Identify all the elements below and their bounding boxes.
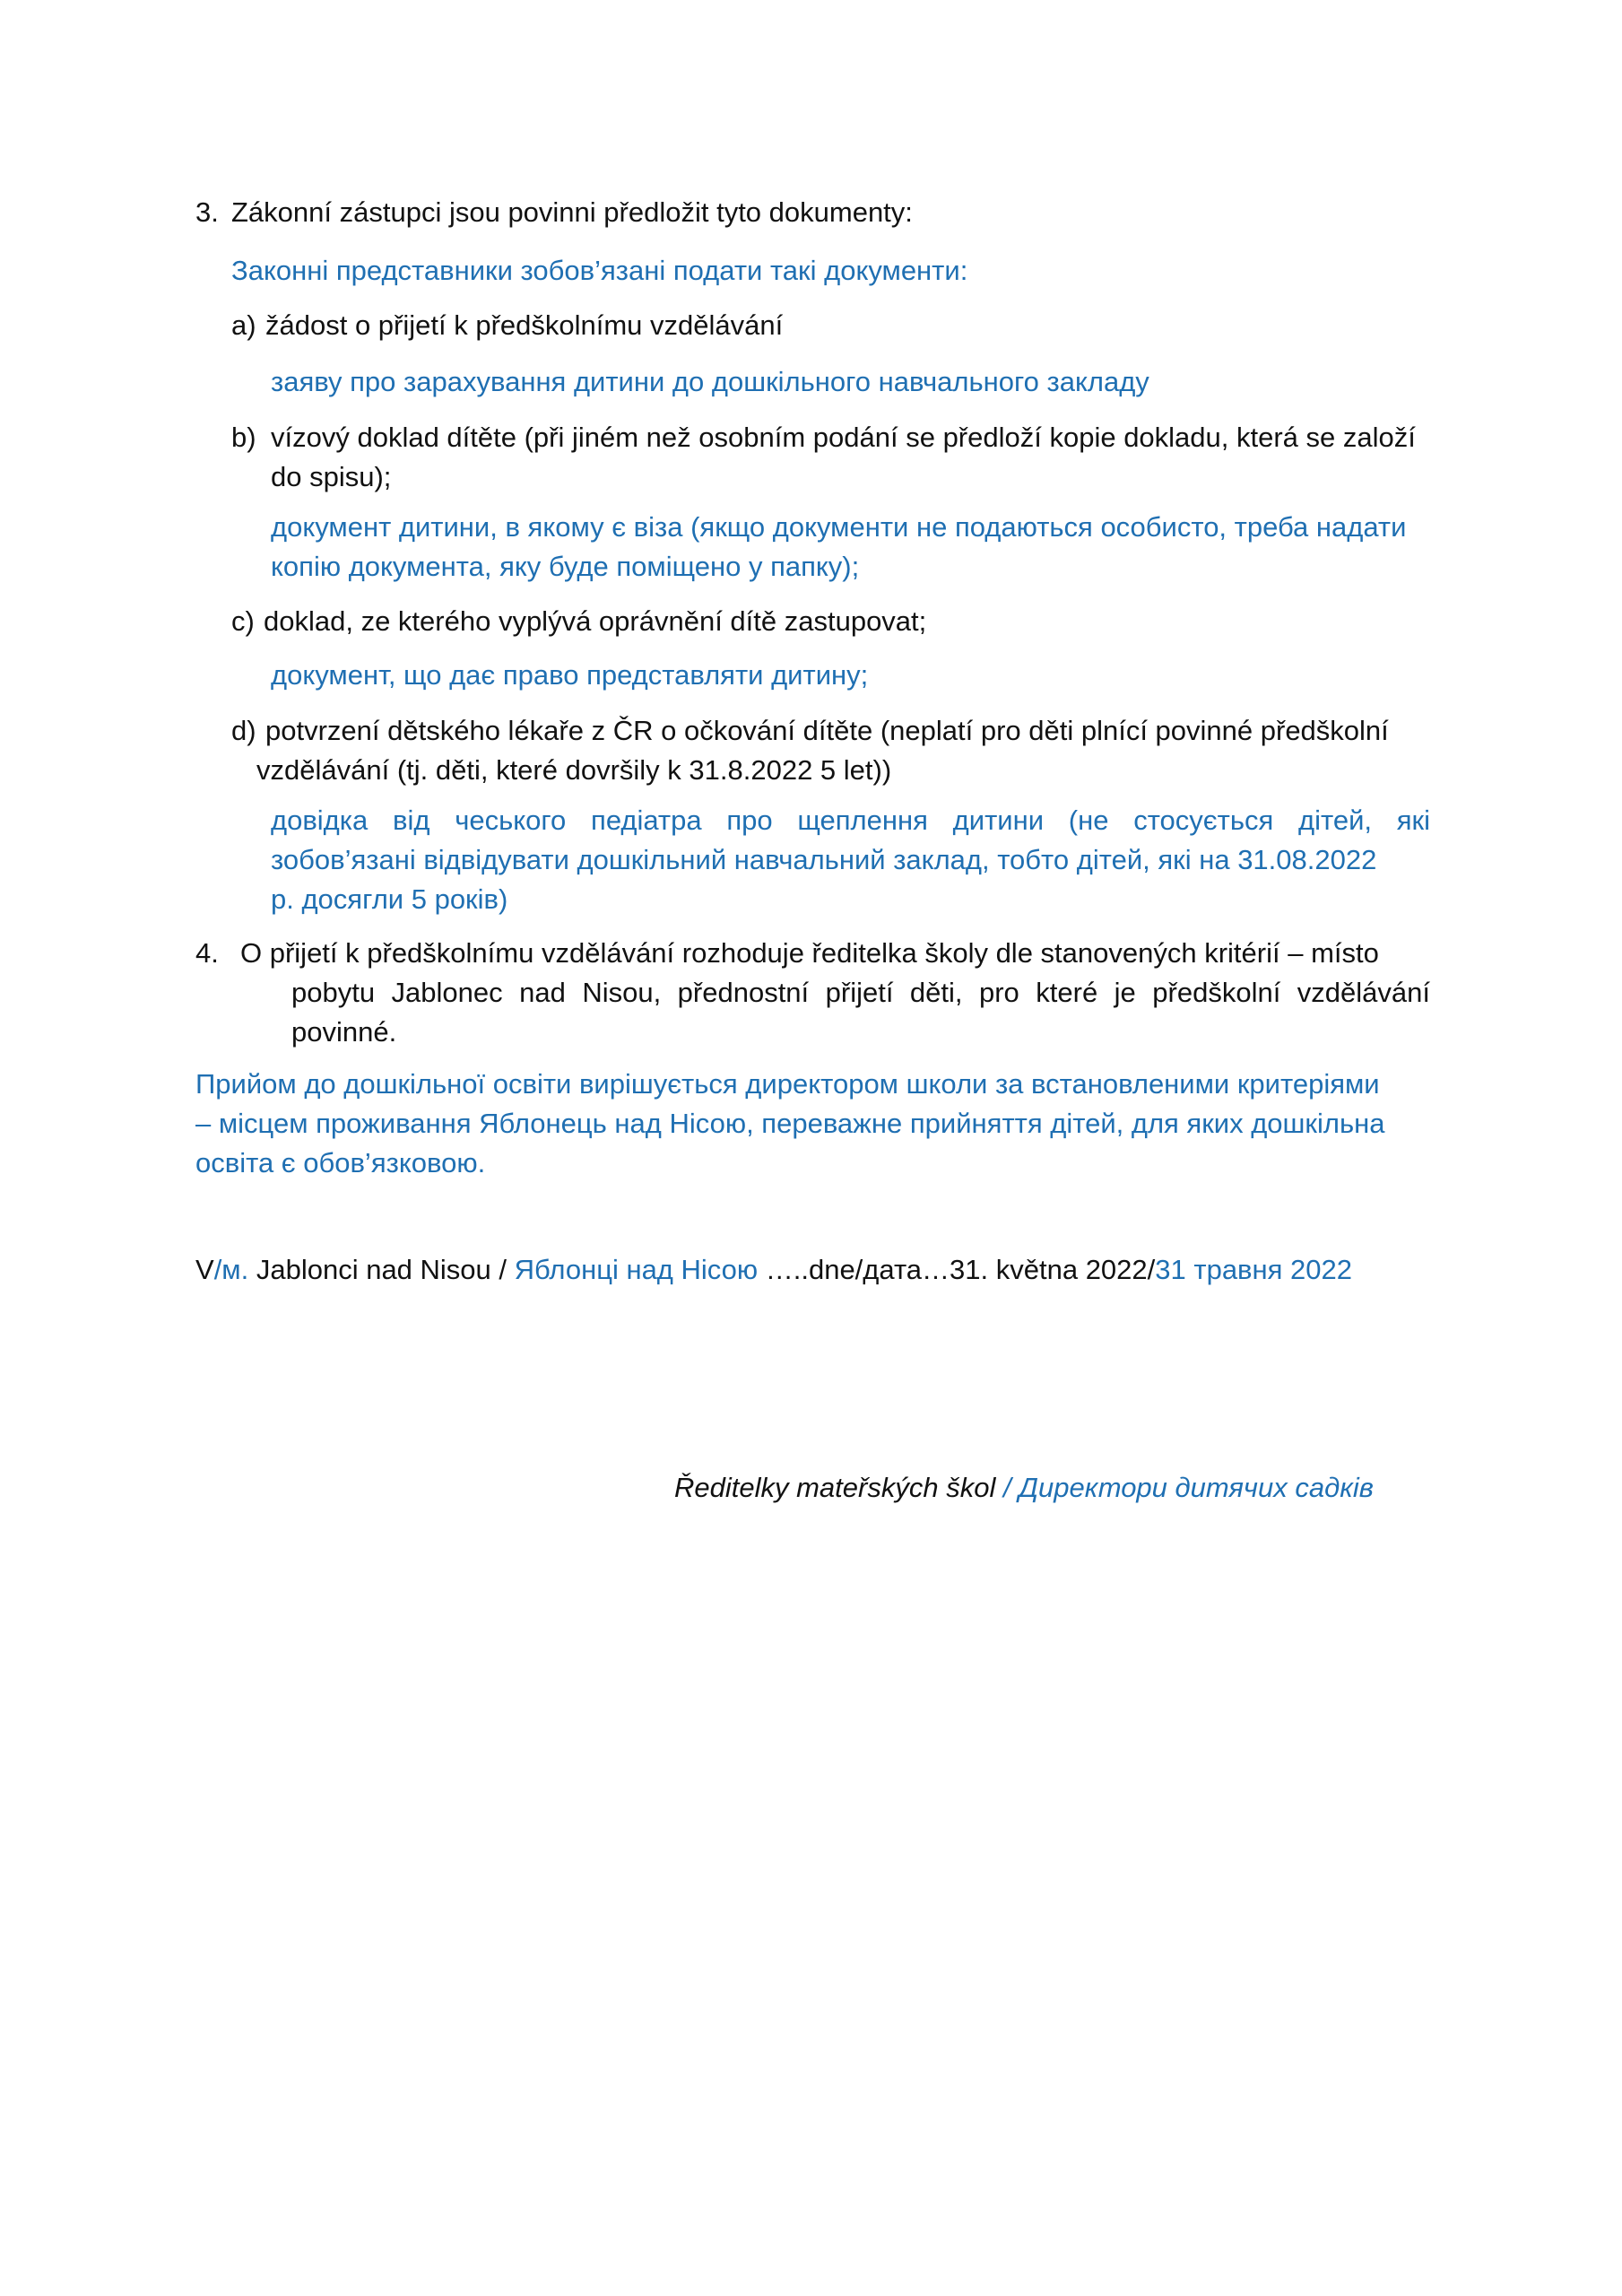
- place-m-ua: /м.: [213, 1254, 249, 1285]
- place-date-line: [195, 1250, 1352, 1290]
- item-a-cz-line: žádost o přijetí k předškolnímu vzdělávání: [265, 309, 784, 341]
- item-d-marker: d): [231, 715, 256, 746]
- item-d-ua-line-2: зобов’язані відвідувати дошкільний навчальний заклад, тобто дітей, які на 31.08.2022: [271, 844, 1377, 875]
- item-a-ua-line: заяву про зарахування дитини до дошкільного навчального закладу: [271, 366, 1149, 397]
- item-b-cz-line-1: vízový doklad dítěte (při jiném než osobním podání se předloží kopie dokladu, která se založí: [271, 422, 1416, 453]
- place-v: V: [195, 1254, 214, 1285]
- item-c-ua-line: документ, що дає право представляти дитину;: [271, 659, 869, 691]
- signature-line: [674, 1468, 1374, 1508]
- item-d-ua-line-3: р. досягли 5 років): [271, 883, 508, 915]
- section-4-cz-line-2: pobytu Jablonec nad Nisou, přednostní přijetí děti, pro které je předškolní vzdělávání: [291, 977, 1430, 1008]
- date-ua: 31 травня 2022: [1155, 1254, 1353, 1285]
- item-b-marker: b): [231, 422, 256, 453]
- item-d-cz-line-2: vzdělávání (tj. děti, které dovršily k 31.8.2022 5 let)): [256, 754, 892, 786]
- date-cz: …..dne/дата…31. května 2022/: [758, 1254, 1156, 1285]
- signature-cz: Ředitelky mateřských škol: [674, 1472, 996, 1503]
- section-4-cz-line-3: povinné.: [291, 1016, 397, 1048]
- item-c-marker: c): [231, 605, 255, 637]
- section-4-ua-line-2: – місцем проживання Яблонець над Нісою, переважне прийняття дітей, для яких дошкільна: [195, 1108, 1385, 1139]
- item-d-cz-line-1: potvrzení dětského lékaře z ČR o očkování dítěte (neplatí pro děti plnící povinné předškolní: [265, 715, 1389, 746]
- section-4-number: 4.: [195, 937, 219, 969]
- section-3-heading-cz: Zákonní zástupci jsou povinni předložit tyto dokumenty:: [231, 196, 913, 228]
- signature-ua: / Директори дитячих садків: [995, 1472, 1374, 1503]
- item-c-cz-line: doklad, ze kterého vyplývá oprávnění dítě zastupovat;: [264, 605, 927, 637]
- item-a-marker: a): [231, 309, 256, 341]
- section-4-ua-line-1: Прийом до дошкільної освіти вирішується директором школи за встановленими критеріями: [195, 1068, 1380, 1100]
- item-b-ua-line-2: копію документа, яку буде поміщено у папку);: [271, 551, 860, 582]
- place-ua: Яблонці над Нісою: [514, 1254, 759, 1285]
- item-d-ua-line-1: довідка від чеського педіатра про щеплення дитини (не стосується дітей, які: [271, 804, 1430, 836]
- section-3-number: 3.: [195, 196, 219, 228]
- item-b-cz-line-2: do spisu);: [271, 461, 392, 492]
- place-cz: Jablonci nad Nisou /: [248, 1254, 515, 1285]
- section-4-cz-line-1: O přijetí k předškolnímu vzdělávání rozhoduje ředitelka školy dle stanovených kritérií – místo: [240, 937, 1379, 969]
- section-3-heading-ua: Законні представники зобов’язані подати такі документи:: [231, 255, 968, 286]
- item-b-ua-line-1: документ дитини, в якому є віза (якщо документи не подаються особисто, треба надати: [271, 511, 1407, 543]
- section-4-ua-line-3: освіта є обов’язковою.: [195, 1147, 486, 1178]
